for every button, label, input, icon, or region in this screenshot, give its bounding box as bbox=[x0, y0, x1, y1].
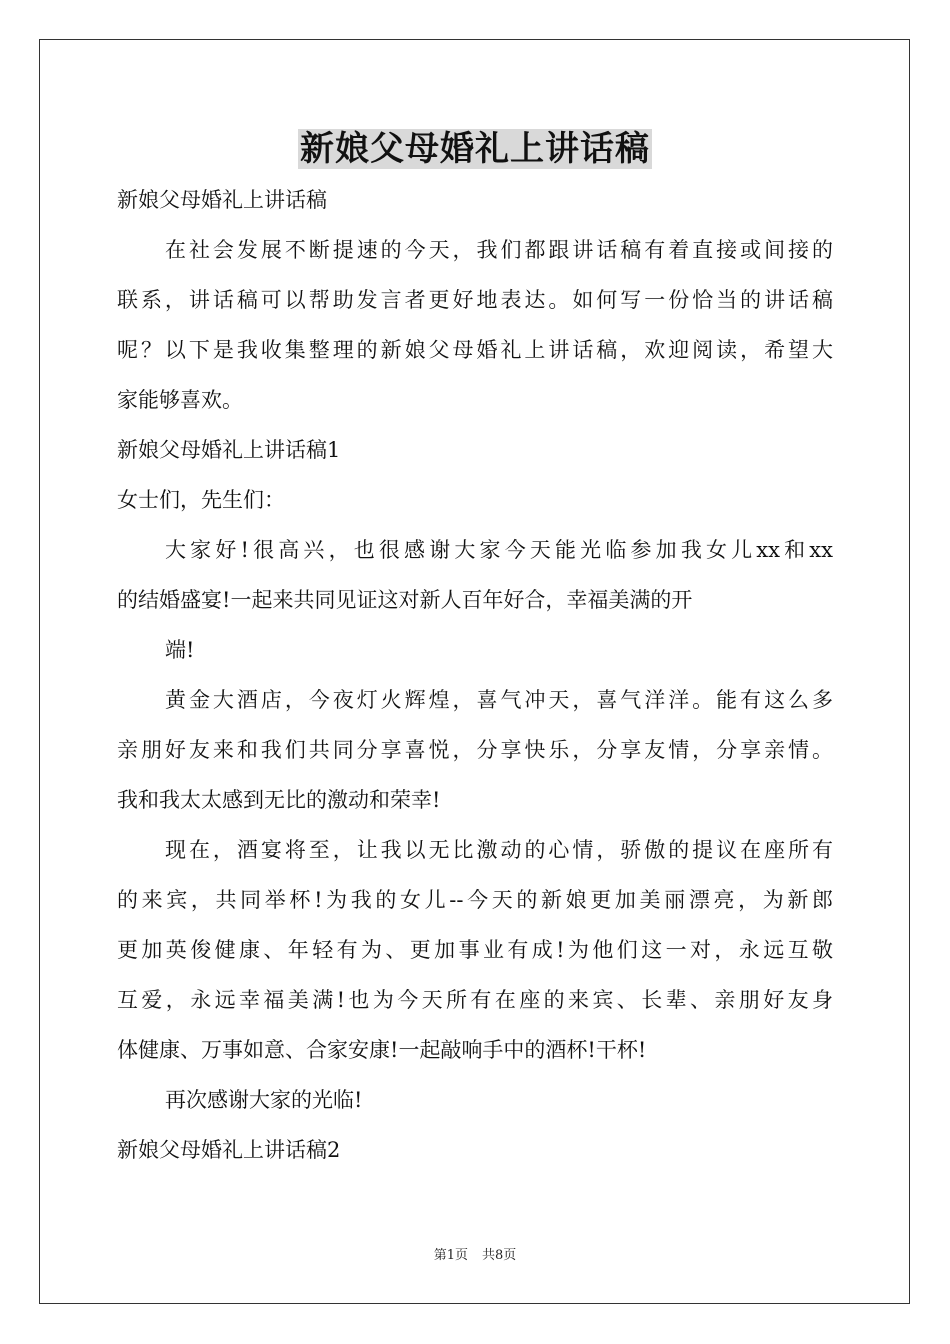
text-line: 体健康、万事如意、合家安康!一起敲响手中的酒杯!干杯! bbox=[117, 1038, 647, 1062]
page-total: 共8页 bbox=[482, 1248, 517, 1263]
text-line: 的来宾，共同举杯!为我的女儿--今天的新娘更加美丽漂亮，为新郎 bbox=[117, 888, 833, 912]
text-line: 更加英俊健康、年轻有为、更加事业有成!为他们这一对，永远互敬 bbox=[117, 938, 833, 962]
text-line: 新娘父母婚礼上讲话稿1 bbox=[117, 438, 341, 462]
text-line: 的结婚盛宴!一起来共同见证这对新人百年好合，幸福美满的开 bbox=[117, 588, 693, 612]
text-line: 在社会发展不断提速的今天，我们都跟讲话稿有着直接或间接的 bbox=[165, 238, 833, 262]
text-line: 我和我太太感到无比的激动和荣幸! bbox=[117, 788, 441, 812]
text-line: 亲朋好友来和我们共同分享喜悦，分享快乐，分享友情，分享亲情。 bbox=[117, 738, 833, 762]
text-line: 再次感谢大家的光临! bbox=[165, 1088, 363, 1112]
page-number: 第1页 bbox=[433, 1248, 468, 1263]
page-footer bbox=[0, 1247, 950, 1265]
text-line: 呢？以下是我收集整理的新娘父母婚礼上讲话稿，欢迎阅读，希望大 bbox=[117, 338, 833, 362]
text-line: 新娘父母婚礼上讲话稿2 bbox=[117, 1138, 341, 1162]
document-title-text: 新娘父母婚礼上讲话稿 bbox=[300, 129, 650, 169]
text-line: 互爱，永远幸福美满!也为今天所有在座的来宾、长辈、亲朋好友身 bbox=[117, 988, 833, 1012]
document-body bbox=[117, 175, 833, 1175]
document-title bbox=[0, 126, 950, 172]
text-line: 黄金大酒店，今夜灯火辉煌，喜气冲天，喜气洋洋。能有这么多 bbox=[165, 688, 833, 712]
text-line: 联系，讲话稿可以帮助发言者更好地表达。如何写一份恰当的讲话稿 bbox=[117, 288, 833, 312]
text-line: 家能够喜欢。 bbox=[117, 388, 243, 412]
text-line: 新娘父母婚礼上讲话稿 bbox=[117, 188, 327, 212]
text-line: 现在，酒宴将至，让我以无比激动的心情，骄傲的提议在座所有 bbox=[165, 838, 833, 862]
text-line: 大家好!很高兴，也很感谢大家今天能光临参加我女儿xx和xx bbox=[165, 538, 833, 562]
text-line: 端! bbox=[165, 638, 195, 662]
text-line: 女士们，先生们： bbox=[117, 488, 285, 512]
